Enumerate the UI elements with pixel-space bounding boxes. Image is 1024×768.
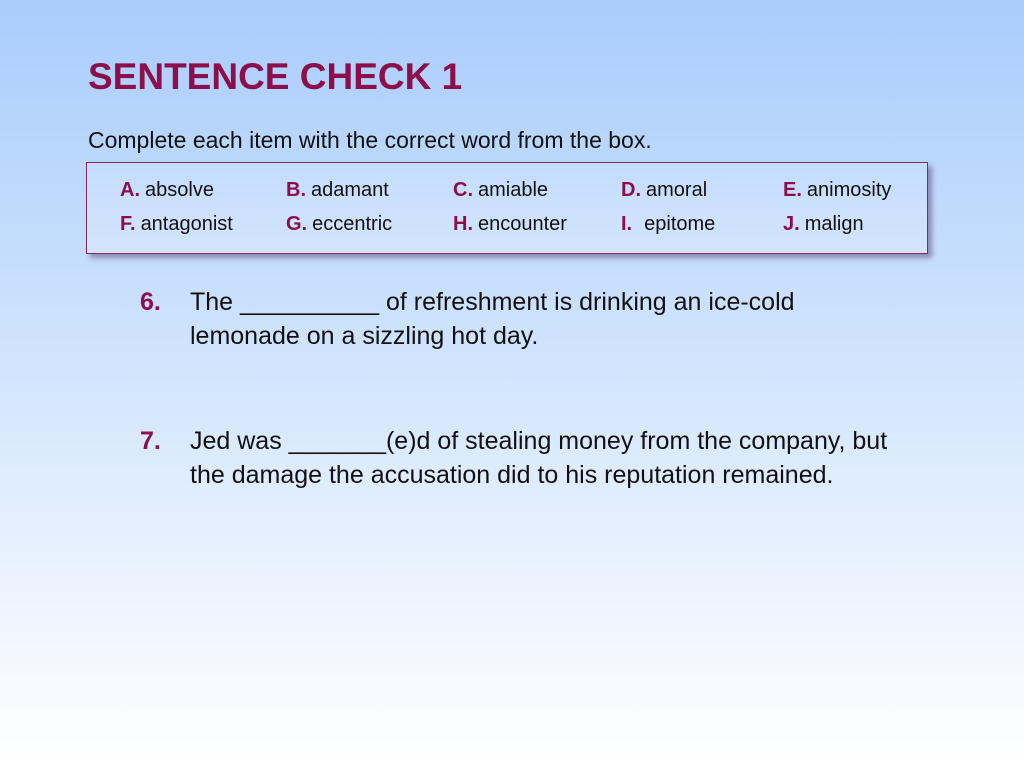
word-letter: G. bbox=[286, 213, 308, 235]
word-option-e bbox=[783, 179, 891, 202]
word-option-g bbox=[286, 213, 392, 236]
word-letter: B. bbox=[286, 179, 306, 201]
word-letter: C. bbox=[453, 179, 473, 201]
word-option-c bbox=[453, 179, 548, 202]
item-text: The __________ of refreshment is drinking an ice-cold lemonade on a sizzling hot day. bbox=[190, 288, 795, 350]
word-text: amoral bbox=[646, 179, 708, 201]
instructions-text: Complete each item with the correct word from the box. bbox=[88, 127, 652, 153]
word-text: absolve bbox=[145, 179, 214, 201]
word-letter: I. bbox=[621, 213, 633, 235]
word-option-f bbox=[120, 213, 233, 236]
word-letter: J. bbox=[783, 213, 800, 235]
item-text: Jed was _______(e)d of stealing money from the company, but the damage the accusation did to his reputation remained. bbox=[190, 427, 888, 489]
word-letter: E. bbox=[783, 179, 802, 201]
word-letter: F. bbox=[120, 213, 136, 235]
word-text: eccentric bbox=[312, 213, 393, 235]
word-option-h bbox=[453, 213, 567, 236]
word-letter: A. bbox=[120, 179, 140, 201]
item-number: 7. bbox=[140, 427, 161, 455]
word-box bbox=[86, 162, 928, 254]
word-text: amiable bbox=[478, 179, 549, 201]
word-text: antagonist bbox=[140, 213, 233, 235]
word-letter: H. bbox=[453, 213, 473, 235]
word-text: encounter bbox=[478, 213, 567, 235]
word-letter: D. bbox=[621, 179, 641, 201]
word-text: malign bbox=[804, 213, 864, 235]
item-number: 6. bbox=[140, 288, 161, 316]
word-option-a bbox=[120, 179, 214, 202]
word-text: animosity bbox=[806, 179, 892, 201]
word-option-d bbox=[621, 179, 707, 202]
word-text: epitome bbox=[644, 213, 716, 235]
word-text: adamant bbox=[311, 179, 389, 201]
word-option-b bbox=[286, 179, 389, 202]
word-option-j bbox=[783, 213, 864, 236]
word-option-i bbox=[621, 213, 715, 236]
slide-title: SENTENCE CHECK 1 bbox=[88, 56, 463, 97]
